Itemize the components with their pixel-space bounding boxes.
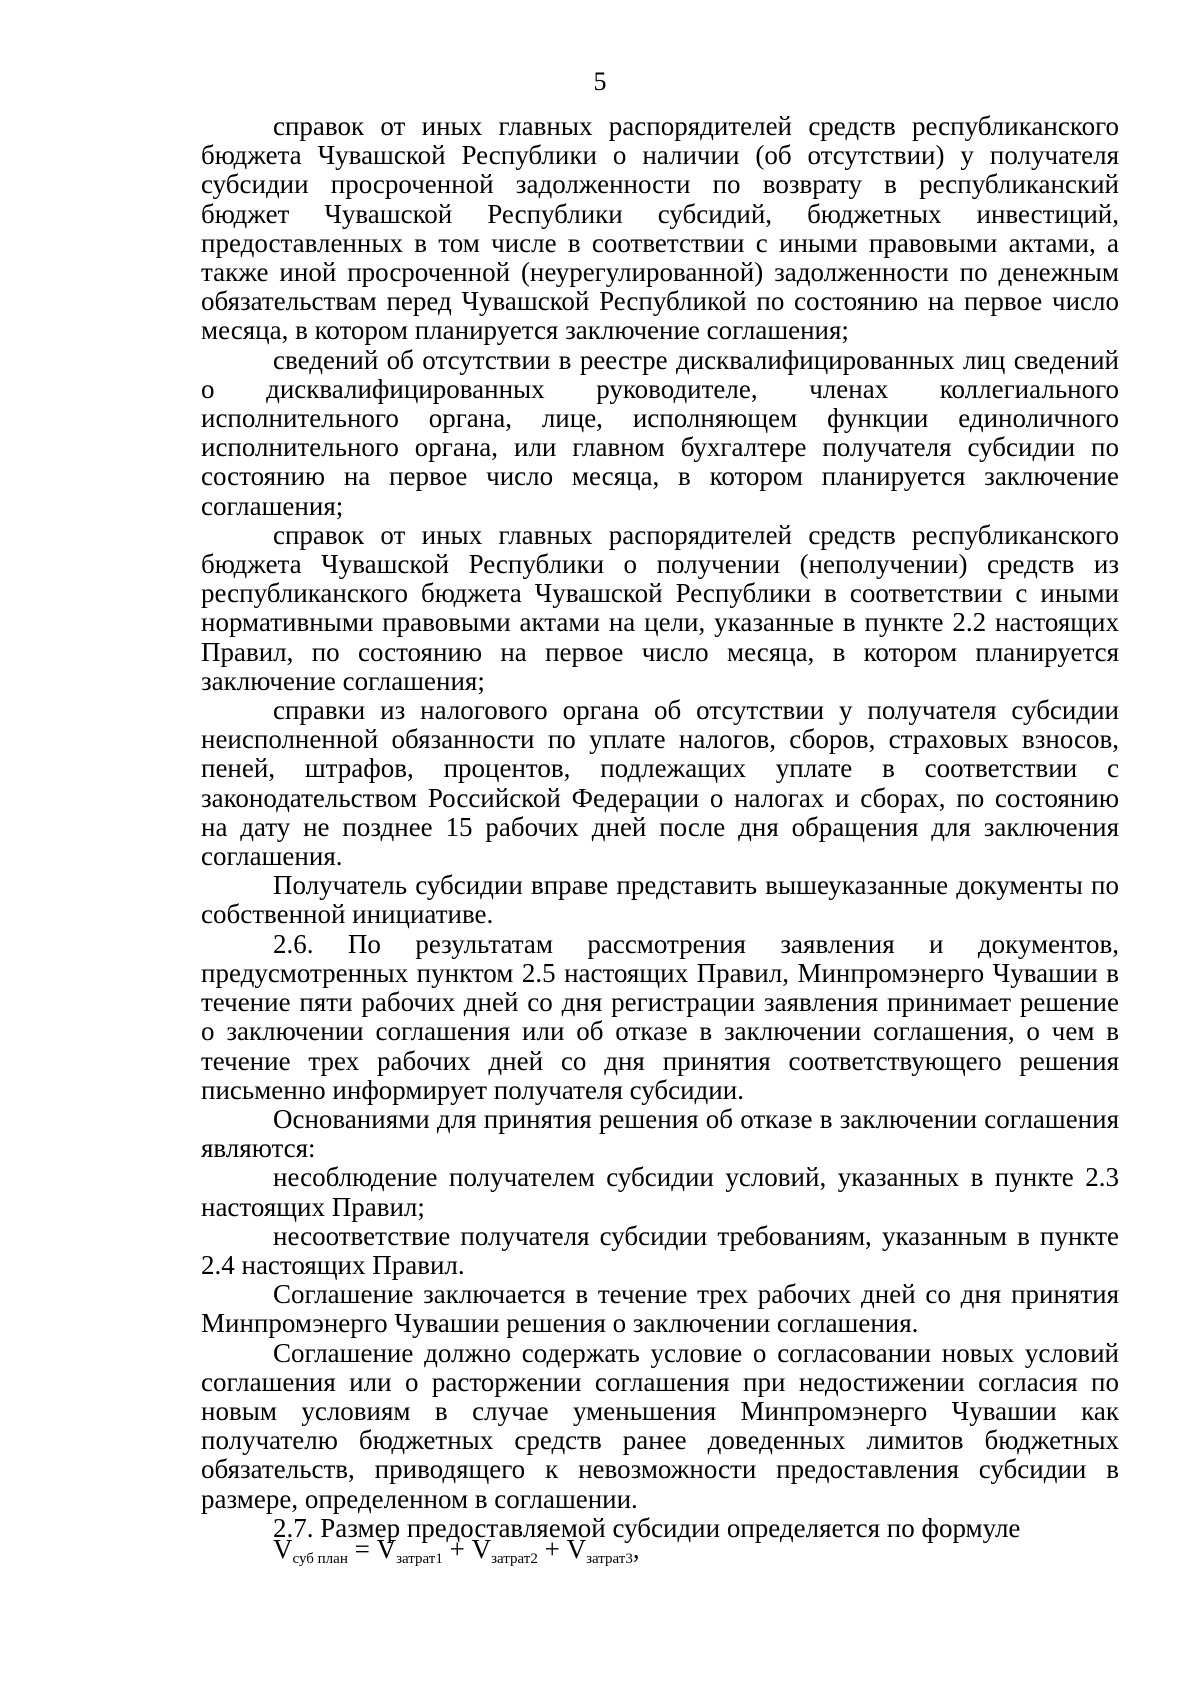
paragraph-section-2-6: 2.6. По результатам рассмотрения заявления и документов, предусмотренных пунктом 2.5 настоящих Правил, Минпромэнерго Чувашии в течение пяти рабочих дней со дня регистрации заявления принимает решение о заключении соглашения или об отказе в заключении соглашения, о чем в течение трех рабочих дней со дня принятия соответствующего решения письменно информирует получателя субсидии. <box>201 928 1119 1105</box>
paragraph-disqualified-registry: сведений об отсутствии в реестре дисквалифицированных лиц сведений о дисквалифицированных руководителе, членах коллегиального исполнительного органа, лице, исполняющем функции единоличного исполнительного органа, или главном бухгалтере получателя субсидии по состоянию на первое число месяца, в котором планируется заключение соглашения; <box>201 344 1119 521</box>
paragraph-own-initiative: Получатель субсидии вправе представить вышеуказанные документы по собственной инициативе. <box>201 870 1119 930</box>
paragraph-ground-requirements: несоответствие получателя субсидии требованиям, указанным в пункте 2.4 настоящих Правил. <box>201 1220 1119 1280</box>
formula-term1-subscript: затрат1 <box>396 1551 443 1567</box>
formula-lhs-symbol: V <box>273 1534 293 1564</box>
document-body <box>201 112 1119 1543</box>
paragraph-section-2-7: 2.7. Размер предоставляемой субсидии определяется по формуле <box>273 1512 1021 1543</box>
formula-trailing-comma: , <box>632 1534 640 1564</box>
formula-term3-subscript: затрат3 <box>586 1551 633 1567</box>
paragraph-ground-conditions: несоблюдение получателем субсидии условий, указанных в пункте 2.3 настоящих Правил; <box>201 1162 1119 1222</box>
subsidy-formula <box>273 1533 640 1565</box>
formula-plus-1: + <box>442 1534 472 1564</box>
formula-term2-subscript: затрат2 <box>491 1551 538 1567</box>
paragraph-tax-certificate: справки из налогового органа об отсутствии у получателя субсидии неисполненной обязанности по уплате налогов, сборов, страховых взносов, пеней, штрафов, процентов, подлежащих уплате в соответствии с законодательством Российской Федерации о налогах и сборах, по состоянию на дату не позднее 15 рабочих дней после дня обращения для заключения соглашения. <box>201 695 1119 872</box>
formula-term3-symbol: V <box>566 1534 587 1564</box>
paragraph-agreement-content: Соглашение должно содержать условие о согласовании новых условий соглашения или о расторжении соглашения при недостижении согласия по новым условиям в случае уменьшения Минпромэнерго Чувашии как получателю бюджетных средств ранее доведенных лимитов бюджетных обязательств, приводящего к невозможности предоставления субсидии в размере, определенном в соглашении. <box>201 1337 1119 1514</box>
paragraph-refusal-grounds: Основаниями для принятия решения об отказе в заключении соглашения являются: <box>201 1103 1119 1164</box>
page-number: 5 <box>593 67 607 96</box>
paragraph-agreement-term: Соглашение заключается в течение трех рабочих дней со дня принятия Минпромэнерго Чувашии решения о заключении соглашения. <box>201 1279 1119 1339</box>
formula-equals: = <box>347 1534 377 1564</box>
paragraph-certificates-debt: справок от иных главных распорядителей средств республиканского бюджета Чувашской Республики о наличии (об отсутствии) у получателя субсидии просроченной задолженности по возврату в республиканский бюджет Чувашской Республики субсидий, бюджетных инвестиций, предоставленных в том числе в соответствии с иными правовыми актами, а также иной просроченной (неурегулированной) задолженности по денежным обязательствам перед Чувашской Республикой по состоянию на первое число месяца, в котором планируется заключение соглашения; <box>201 111 1119 346</box>
formula-lhs-subscript: суб план <box>292 1551 348 1567</box>
formula-plus-2: + <box>537 1534 567 1564</box>
paragraph-certificates-funding: справок от иных главных распорядителей средств республиканского бюджета Чувашской Республики о получении (неполучении) средств из республиканского бюджета Чувашской Республики в соответствии с иными нормативными правовыми актами на цели, указанные в пункте 2.2 настоящих Правил, по состоянию на первое число месяца, в котором планируется заключение соглашения; <box>201 519 1119 696</box>
formula-term2-symbol: V <box>471 1534 492 1564</box>
formula-term1-symbol: V <box>376 1534 397 1564</box>
